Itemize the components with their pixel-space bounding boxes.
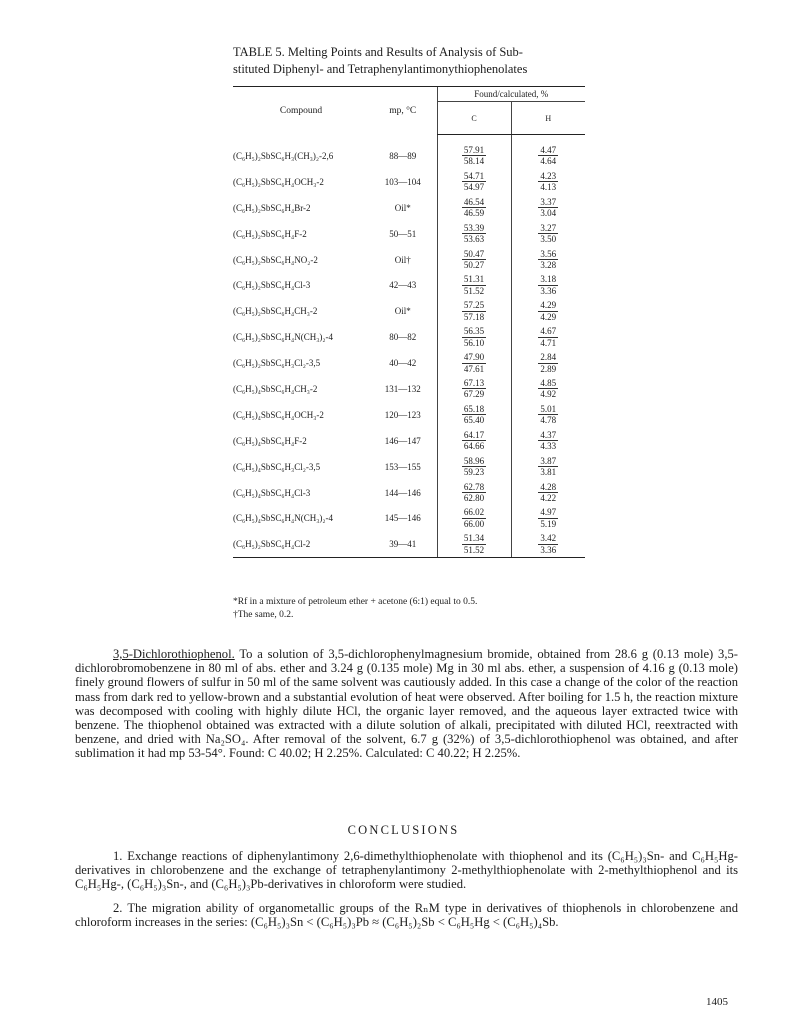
- mp-cell: 103—104: [384, 176, 421, 187]
- found-calculated-header: Found/calculated, %: [437, 87, 585, 102]
- carbon-calculated: 53.63: [463, 234, 485, 245]
- hydrogen-found: 4.85: [540, 377, 557, 388]
- caption-line-2: stituted Diphenyl- and Tetraphenylantimonythiophenolates: [233, 62, 528, 76]
- paragraph-heading: 3,5-Dichlorothiophenol.: [113, 647, 235, 661]
- carbon-found: 51.34: [463, 533, 485, 544]
- carbon-found: 50.47: [463, 248, 485, 259]
- compound-cell: (C₆H₅)₂SbSC₆H₄N(CH₃)₂-4: [233, 332, 333, 343]
- carbon-calculated: 46.59: [463, 208, 485, 219]
- hydrogen-cell: [511, 324, 585, 350]
- compound-cell: (C₆H₅)₂SbSC₆H₄NO₂-2: [233, 254, 318, 265]
- table-row: [233, 135, 585, 169]
- carbon-found: 64.17: [463, 429, 485, 440]
- carbon-found: 56.35: [463, 326, 485, 337]
- carbon-found: 47.90: [463, 352, 485, 363]
- hydrogen-found: 3.27: [540, 222, 557, 233]
- hydrogen-calculated: 4.71: [540, 337, 557, 348]
- results-table: [233, 86, 585, 558]
- conclusion-2: 2. The migration ability of organometallic groups of the RₙM type in derivatives of thiophenols in chlorobenzene and chloroform increases in the series: (C₆H₅)₃Sn < (C₆H₅)₃Pb ≈ (C₆H₅)₂Sb < C₆H₅Hg < (C₆H₅)₄Sb.: [75, 901, 738, 930]
- hydrogen-cell: [511, 247, 585, 273]
- hydrogen-found: 3.42: [540, 533, 557, 544]
- paragraph-dichlorothiophenol: [75, 647, 738, 761]
- carbon-calculated: 50.27: [463, 260, 485, 270]
- table-row: [233, 376, 585, 402]
- hydrogen-calculated: 4.13: [540, 182, 557, 193]
- hydrogen-found: 5.01: [540, 403, 557, 414]
- hydrogen-calculated: 4.22: [540, 493, 557, 504]
- hydrogen-cell: [511, 195, 585, 221]
- carbon-cell: [437, 376, 511, 402]
- hydrogen-calculated: 4.92: [540, 389, 557, 400]
- carbon-found: 66.02: [463, 507, 485, 518]
- hydrogen-header: H: [511, 102, 585, 135]
- carbon-found: 51.31: [463, 274, 485, 285]
- hydrogen-cell: [511, 350, 585, 376]
- carbon-calculated: 65.40: [463, 415, 485, 426]
- hydrogen-cell: [511, 376, 585, 402]
- carbon-cell: [437, 531, 511, 557]
- carbon-cell: [437, 169, 511, 195]
- hydrogen-found: 4.67: [540, 326, 557, 337]
- compound-cell: (C₆H₅)₄SbSC₆H₄F-2: [233, 435, 307, 446]
- mp-cell: 88—89: [389, 150, 417, 161]
- carbon-cell: [437, 428, 511, 454]
- carbon-calculated: 57.18: [463, 311, 485, 322]
- table-row: [233, 298, 585, 324]
- carbon-cell: [437, 298, 511, 324]
- table-row: [233, 195, 585, 221]
- carbon-found: 62.78: [463, 481, 485, 492]
- table-row: [233, 402, 585, 428]
- table-body: [233, 135, 585, 558]
- carbon-calculated: 62.80: [463, 493, 485, 504]
- table-row: [233, 531, 585, 557]
- compound-cell: (C₆H₅)₄SbSC₆H₄N(CH₃)₂-4: [233, 513, 333, 524]
- hydrogen-cell: [511, 428, 585, 454]
- hydrogen-found: 3.37: [540, 196, 557, 207]
- table-row: [233, 454, 585, 480]
- mp-cell: 40—42: [389, 358, 417, 369]
- carbon-cell: [437, 350, 511, 376]
- hydrogen-found: 2.84: [540, 352, 557, 363]
- hydrogen-calculated: 3.28: [540, 260, 557, 270]
- table-row: [233, 505, 585, 531]
- hydrogen-cell: [511, 221, 585, 247]
- carbon-calculated: 66.00: [463, 518, 485, 529]
- page-number: 1405: [706, 996, 728, 1008]
- carbon-calculated: 59.23: [463, 467, 485, 478]
- table-row: [233, 428, 585, 454]
- carbon-cell: [437, 247, 511, 273]
- mp-cell: 131—132: [384, 383, 421, 394]
- carbon-found: 58.96: [463, 455, 485, 466]
- mp-cell: 144—146: [384, 487, 421, 498]
- hydrogen-cell: [511, 505, 585, 531]
- carbon-cell: [437, 402, 511, 428]
- table-row: [233, 247, 585, 273]
- hydrogen-found: 3.87: [540, 455, 557, 466]
- compound-cell: (C₆H₅)₂SbSC₆H₄Cl-3: [233, 280, 311, 291]
- compound-cell: (C₆H₅)₂SbSC₆H₄Cl-2: [233, 531, 369, 557]
- table-row: [233, 350, 585, 376]
- hydrogen-cell: [511, 531, 585, 557]
- carbon-calculated: 64.66: [463, 441, 485, 452]
- hydrogen-calculated: 4.33: [540, 441, 557, 452]
- hydrogen-cell: [511, 272, 585, 298]
- hydrogen-found: 4.97: [540, 507, 557, 518]
- table-row: [233, 324, 585, 350]
- carbon-calculated: 51.52: [463, 544, 485, 555]
- carbon-found: 46.54: [463, 196, 485, 207]
- hydrogen-calculated: 3.36: [540, 285, 557, 296]
- carbon-cell: [437, 454, 511, 480]
- carbon-calculated: 51.52: [463, 285, 485, 296]
- mp-cell: Oil*: [394, 306, 411, 317]
- mp-cell: 80—82: [389, 332, 417, 343]
- hydrogen-calculated: 4.78: [540, 415, 557, 426]
- compound-header: Compound: [233, 87, 369, 135]
- hydrogen-found: 4.28: [540, 481, 557, 492]
- hydrogen-cell: [511, 298, 585, 324]
- hydrogen-calculated: 3.36: [540, 544, 557, 555]
- hydrogen-found: 4.29: [540, 300, 557, 311]
- hydrogen-calculated: 3.04: [540, 208, 557, 219]
- table-caption: [233, 44, 613, 78]
- carbon-calculated: 67.29: [463, 389, 485, 400]
- hydrogen-calculated: 4.29: [540, 311, 557, 322]
- carbon-cell: [437, 221, 511, 247]
- conclusions-heading: CONCLUSIONS: [347, 823, 460, 837]
- mp-cell: 39—41: [369, 531, 437, 557]
- carbon-found: 67.13: [463, 377, 485, 388]
- mp-header: mp, °C: [369, 87, 437, 135]
- compound-cell: (C₆H₅)₂SbSC₆H₄Br-2: [233, 202, 311, 213]
- table-footnotes: [233, 596, 477, 622]
- mp-cell: Oil†: [394, 254, 411, 265]
- compound-cell: (C₆H₅)₂SbSC₆H₃Cl₂-3,5: [233, 358, 321, 369]
- carbon-found: 53.39: [463, 222, 485, 233]
- hydrogen-cell: [511, 402, 585, 428]
- paragraph-text: To a solution of 3,5-dichlorophenylmagnesium bromide, obtained from 28.6 g (0.13 mole) 3,5-dichlorobromobenzene in 80 ml of abs. ether and 3.24 g (0.135 mole) Mg in 30 ml abs. ether, a suspension of 4.16 g (0.13 mole) finely ground flowers of sulfur in 50 ml of the same solvent was cautiously added. In this case a change of the color of the reaction mass from dark red to yellow-brown and a substantial evolution of heat were observed. After boiling for 1.5 h, the reaction mixture was decomposed with cooling with highly dilute HCl, the organic layer removed, and the aqueous layer extracted twice with benzene. The thiophenol obtained was extracted with a dilute solution of alkali, precipitated with diluted HCl, reextracted with benzene, and dried with Na₂SO₄. After removal of the solvent, 6.7 g (32%) of 3,5-dichlorothiophenol was obtained, and after sublimation it had mp 53-54°. Found: C 40.02; H 2.25%. Calculated: C 40.22; H 2.25%.: [75, 647, 738, 761]
- hydrogen-calculated: 3.81: [540, 467, 557, 478]
- mp-cell: 50—51: [389, 228, 417, 239]
- hydrogen-found: 4.23: [540, 170, 557, 181]
- carbon-cell: [437, 480, 511, 506]
- mp-cell: 120—123: [384, 409, 421, 420]
- compound-cell: (C₆H₅)₄SbSC₆H₄OCH₃-2: [233, 409, 324, 420]
- compound-cell: (C₆H₅)₂SbSC₆H₄OCH₃-2: [233, 176, 324, 187]
- table-row: [233, 169, 585, 195]
- compound-cell: (C₆H₅)₂SbSC₆H₃(CH₃)₂-2,6: [233, 150, 334, 161]
- compound-cell: (C₆H₅)₄SbSC₆H₄Cl-3: [233, 487, 311, 498]
- mp-cell: 146—147: [384, 435, 421, 446]
- carbon-found: 54.71: [463, 170, 485, 181]
- mp-cell: 145—146: [384, 513, 421, 524]
- footnote-rf-1: *Rf in a mixture of petroleum ether + acetone (6:1) equal to 0.5.: [233, 597, 478, 607]
- hydrogen-cell: [511, 169, 585, 195]
- carbon-calculated: 47.61: [463, 363, 485, 374]
- carbon-calculated: 58.14: [463, 156, 485, 167]
- hydrogen-found: 4.37: [540, 429, 557, 440]
- compound-cell: (C₆H₅)₂SbSC₆H₄F-2: [233, 228, 307, 239]
- carbon-calculated: 54.97: [463, 182, 485, 193]
- compound-cell: (C₆H₅)₂SbSC₆H₄CH₃-2: [233, 306, 318, 317]
- carbon-header: C: [437, 102, 511, 135]
- carbon-calculated: 56.10: [463, 337, 485, 348]
- carbon-found: 65.18: [463, 403, 485, 414]
- compound-cell: (C₆H₅)₄SbSC₆H₃Cl₂-3,5: [233, 461, 321, 472]
- hydrogen-cell: [511, 454, 585, 480]
- hydrogen-cell: [511, 480, 585, 506]
- caption-line-1: TABLE 5. Melting Points and Results of Analysis of Sub-: [233, 45, 523, 59]
- hydrogen-cell: [511, 135, 585, 169]
- mp-cell: 42—43: [389, 280, 417, 291]
- table-row: [233, 480, 585, 506]
- hydrogen-calculated: 4.64: [540, 156, 557, 167]
- carbon-cell: [437, 135, 511, 169]
- mp-cell: 153—155: [384, 461, 421, 472]
- conclusion-1: 1. Exchange reactions of diphenylantimony 2,6-dimethylthiophenolate with thiophenol and its (C₆H₅)₃Sn- and C₆H₅Hg-derivatives in chlorobenzene and the exchange of tetraphenylantimony 2-methylthiophenolate with 2-methylthiophenol and its C₆H₅Hg-, (C₆H₅)₃Sn-, and (C₆H₅)₃Pb-derivatives in chloroform were studied.: [75, 849, 738, 892]
- hydrogen-calculated: 2.89: [540, 363, 557, 374]
- table-row: [233, 221, 585, 247]
- hydrogen-calculated: 3.50: [540, 234, 557, 245]
- compound-cell: (C₆H₅)₄SbSC₆H₄CH₃-2: [233, 383, 318, 394]
- footnote-rf-2: †The same, 0.2.: [233, 610, 294, 620]
- carbon-cell: [437, 505, 511, 531]
- hydrogen-calculated: 5.19: [540, 518, 557, 529]
- carbon-cell: [437, 324, 511, 350]
- carbon-found: 57.25: [463, 300, 485, 311]
- hydrogen-found: 3.18: [540, 274, 557, 285]
- mp-cell: Oil*: [394, 202, 411, 213]
- carbon-found: 57.91: [463, 144, 485, 155]
- carbon-cell: [437, 195, 511, 221]
- hydrogen-found: 3.56: [540, 248, 557, 259]
- table-row: [233, 272, 585, 298]
- carbon-cell: [437, 272, 511, 298]
- hydrogen-found: 4.47: [540, 144, 557, 155]
